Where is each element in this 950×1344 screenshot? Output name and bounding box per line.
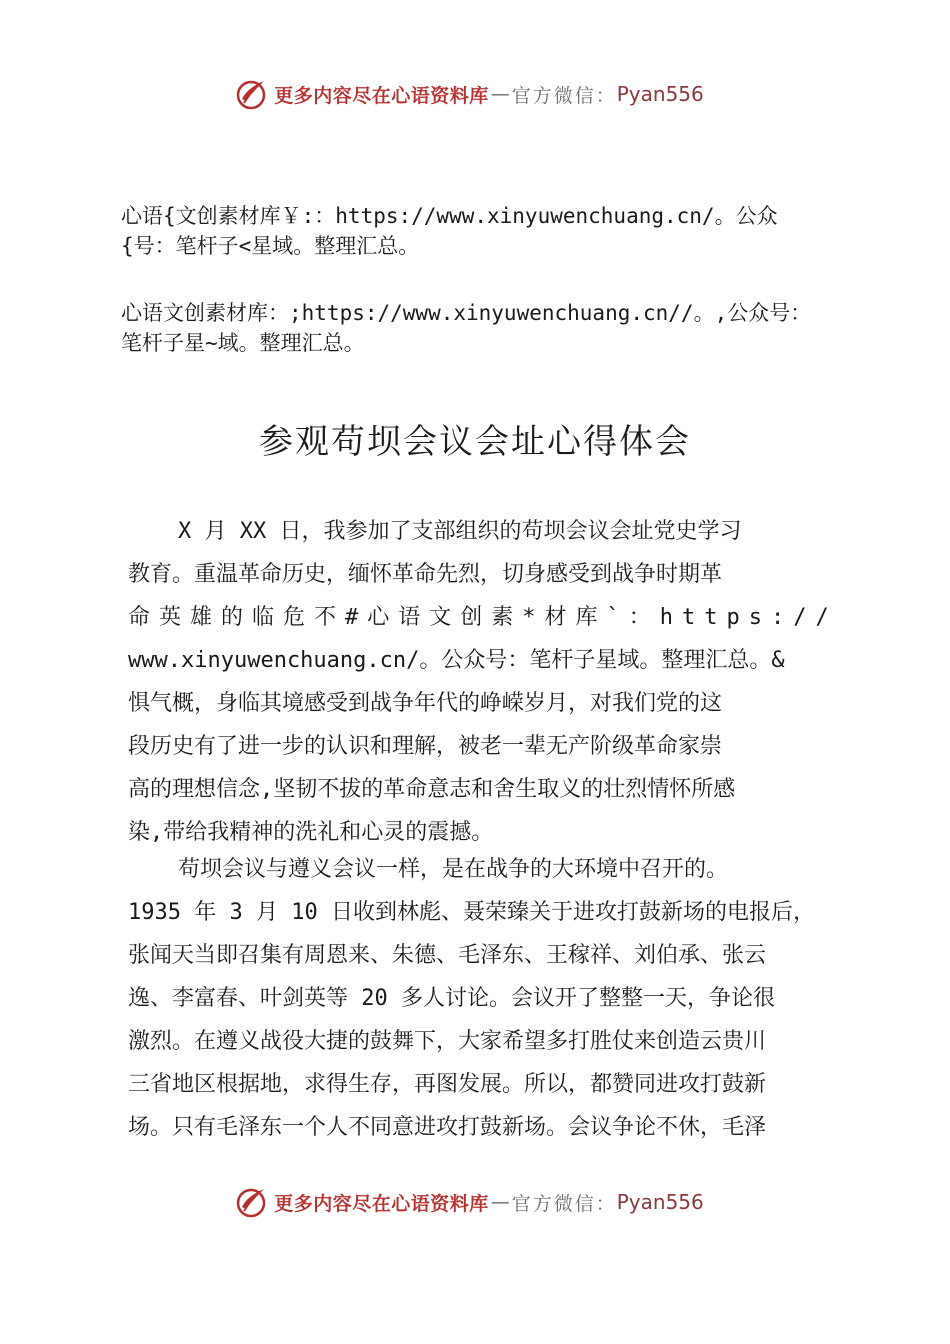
- paragraph-line: 惧气概，身临其境感受到战争年代的峥嵘岁月，对我们党的这: [128, 691, 723, 716]
- banner-wechat-id: Pyan556: [616, 1190, 704, 1214]
- paragraph-line: 教育。重温革命历史，缅怀革命先烈，切身感受到战争时期革: [128, 562, 723, 587]
- paragraph-line: 激烈。在遵义战役大捷的鼓舞下，大家希望多打胜仗来创造云贵川: [128, 1029, 767, 1054]
- banner-dash: —: [490, 1191, 510, 1213]
- paragraph-1: [128, 510, 848, 854]
- paragraph-line: 段历史有了进一步的认识和理解，被老一辈无产阶级革命家崇: [128, 734, 723, 759]
- note-line: 心语{文创素材库￥:：https://www.xinyuwenchuang.cn/。公众: [121, 204, 778, 228]
- header-watermark-banner: [0, 74, 950, 114]
- note-line: 心语文创素材库：;https://www.xinyuwenchuang.cn//。,公众号：: [121, 301, 812, 325]
- note-line: {号：笔杆子<星域。整理汇总。: [121, 234, 420, 258]
- watermark-note-1: [121, 201, 871, 261]
- paragraph-line: 命英雄的临危不#心语文创素*材库`：https://: [128, 605, 838, 630]
- banner-wechat-id: Pyan556: [616, 82, 704, 106]
- watermark-note-2: [121, 298, 871, 358]
- quill-logo-icon: [234, 77, 268, 111]
- paragraph-line: 高的理想信念,坚韧不拔的革命意志和舍生取义的壮烈情怀所感: [128, 777, 736, 802]
- banner-dash: —: [490, 83, 510, 105]
- paragraph-line: 苟坝会议与遵义会议一样，是在战争的大环境中召开的。: [178, 857, 729, 882]
- banner-brand-text: 更多内容尽在心语资料库: [274, 1192, 489, 1215]
- paragraph-line: 场。只有毛泽东一个人不同意进攻打鼓新场。会议争论不休，毛泽: [128, 1115, 767, 1140]
- paragraph-line: 张闻天当即召集有周恩来、朱德、毛泽东、王稼祥、刘伯承、张云: [128, 943, 767, 968]
- quill-logo-icon: [234, 1185, 268, 1219]
- paragraph-2: [128, 848, 848, 1149]
- banner-official-label: 官方微信：: [511, 1192, 617, 1215]
- paragraph-line: 染,带给我精神的洗礼和心灵的震撼。: [128, 820, 494, 845]
- paragraph-line: www.xinyuwenchuang.cn/。公众号：笔杆子星域。整理汇总。&: [128, 648, 785, 673]
- footer-watermark-banner: [0, 1182, 950, 1222]
- banner-official-label: 官方微信：: [511, 84, 617, 107]
- paragraph-line: 1935 年 3 月 10 日收到林彪、聂荣臻关于进攻打鼓新场的电报后，: [128, 900, 815, 925]
- paragraph-line: 逸、李富春、叶剑英等 20 多人讨论。会议开了整整一天，争论很: [128, 986, 775, 1011]
- paragraph-line: 三省地区根据地，求得生存，再图发展。所以，都赞同进攻打鼓新: [128, 1072, 767, 1097]
- banner-brand-text: 更多内容尽在心语资料库: [274, 84, 489, 107]
- note-line: 笔杆子星~域。整理汇总。: [121, 331, 365, 355]
- document-title: 参观苟坝会议会址心得体会: [259, 422, 691, 462]
- paragraph-line: X 月 XX 日，我参加了支部组织的苟坝会议会址党史学习: [178, 519, 742, 544]
